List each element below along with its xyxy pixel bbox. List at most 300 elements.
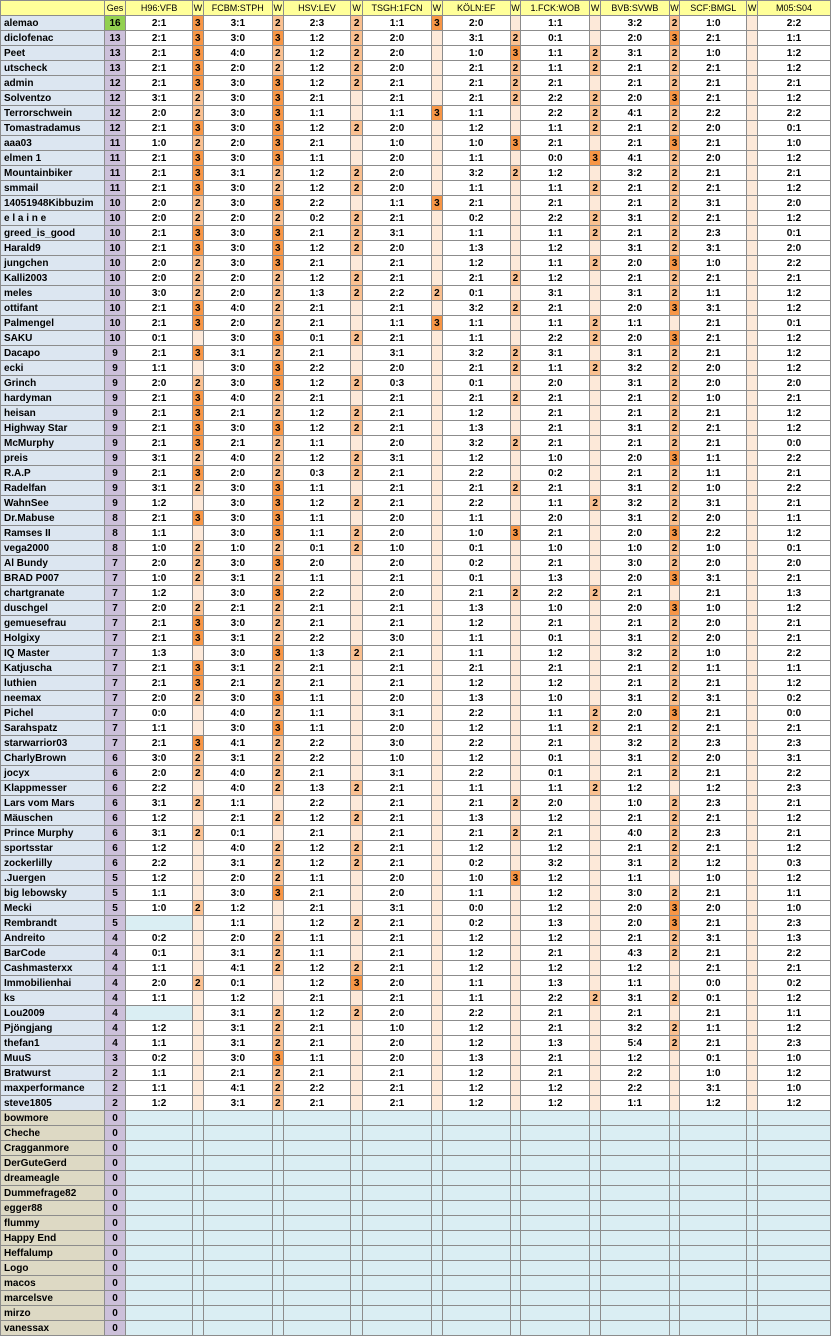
points-cell: 2 bbox=[669, 286, 680, 301]
points-cell bbox=[747, 586, 758, 601]
tip-cell: 1:2 bbox=[283, 181, 351, 196]
total-points: 6 bbox=[104, 781, 126, 796]
points-cell bbox=[669, 1231, 680, 1246]
header-match-7: BVB:SVWB bbox=[601, 1, 670, 16]
tip-cell: 2:1 bbox=[363, 601, 432, 616]
points-cell: 2 bbox=[432, 286, 443, 301]
tip-cell: 2:0 bbox=[680, 616, 747, 631]
tip-cell: 2:1 bbox=[283, 616, 351, 631]
total-points: 10 bbox=[104, 241, 126, 256]
points-cell: 3 bbox=[272, 526, 283, 541]
table-row bbox=[1, 226, 831, 241]
tip-cell: 4:0 bbox=[203, 781, 272, 796]
points-cell: 2 bbox=[669, 76, 680, 91]
points-cell: 3 bbox=[669, 91, 680, 106]
tip-cell bbox=[203, 1246, 272, 1261]
tip-cell: 2:1 bbox=[680, 136, 747, 151]
points-cell bbox=[747, 721, 758, 736]
tip-cell: 2:0 bbox=[126, 976, 193, 991]
points-cell bbox=[272, 796, 283, 811]
tip-cell: 1:1 bbox=[521, 361, 590, 376]
header-match-5: KÖLN:EF bbox=[442, 1, 510, 16]
tip-cell: 2:0 bbox=[757, 241, 830, 256]
points-cell bbox=[432, 976, 443, 991]
tip-cell: 2:1 bbox=[126, 181, 193, 196]
points-cell: 2 bbox=[669, 1021, 680, 1036]
points-cell bbox=[272, 901, 283, 916]
tip-cell: 3:2 bbox=[601, 496, 670, 511]
player-name: SAKU bbox=[1, 331, 105, 346]
tip-cell: 3:1 bbox=[126, 481, 193, 496]
points-cell: 2 bbox=[272, 1066, 283, 1081]
points-cell bbox=[590, 1141, 601, 1156]
points-cell: 3 bbox=[192, 301, 203, 316]
tip-cell: 2:0 bbox=[757, 196, 830, 211]
tip-cell: 2:2 bbox=[283, 196, 351, 211]
points-cell: 3 bbox=[192, 616, 203, 631]
tip-cell bbox=[442, 1231, 510, 1246]
table-row bbox=[1, 751, 831, 766]
points-cell bbox=[272, 916, 283, 931]
points-cell bbox=[590, 1246, 601, 1261]
tip-cell: 3:2 bbox=[601, 1021, 670, 1036]
points-cell bbox=[192, 1051, 203, 1066]
tip-cell: 1:2 bbox=[757, 286, 830, 301]
table-row bbox=[1, 1006, 831, 1021]
points-cell bbox=[351, 676, 363, 691]
points-cell bbox=[747, 211, 758, 226]
tip-cell: 3:1 bbox=[601, 991, 670, 1006]
tip-cell: 2:1 bbox=[757, 166, 830, 181]
points-cell bbox=[510, 1006, 521, 1021]
tip-cell: 1:3 bbox=[283, 286, 351, 301]
tip-cell: 2:1 bbox=[283, 1096, 351, 1111]
points-cell: 2 bbox=[590, 256, 601, 271]
points-cell: 3 bbox=[669, 526, 680, 541]
points-cell: 2 bbox=[272, 736, 283, 751]
tip-cell: 1:2 bbox=[757, 1096, 830, 1111]
tip-cell: 3:0 bbox=[363, 736, 432, 751]
tip-cell: 1:1 bbox=[521, 316, 590, 331]
total-points: 16 bbox=[104, 16, 126, 31]
tip-cell: 2:2 bbox=[757, 646, 830, 661]
tip-cell: 0:3 bbox=[757, 856, 830, 871]
points-cell bbox=[747, 136, 758, 151]
tip-cell: 4:1 bbox=[203, 736, 272, 751]
points-cell bbox=[510, 196, 521, 211]
points-cell: 2 bbox=[351, 331, 363, 346]
tip-cell: 3:0 bbox=[203, 481, 272, 496]
tip-cell: 1:2 bbox=[521, 931, 590, 946]
points-cell bbox=[351, 1171, 363, 1186]
points-cell: 3 bbox=[272, 31, 283, 46]
points-cell bbox=[669, 1111, 680, 1126]
tip-cell: 1:2 bbox=[442, 1021, 510, 1036]
points-cell: 2 bbox=[192, 376, 203, 391]
tip-cell bbox=[363, 1291, 432, 1306]
tip-cell bbox=[757, 1141, 830, 1156]
tip-cell: 1:0 bbox=[601, 796, 670, 811]
total-points: 10 bbox=[104, 301, 126, 316]
points-cell: 2 bbox=[669, 271, 680, 286]
table-row bbox=[1, 121, 831, 136]
points-cell bbox=[432, 361, 443, 376]
tip-cell: 1:1 bbox=[442, 511, 510, 526]
tip-cell: 1:3 bbox=[521, 976, 590, 991]
points-cell bbox=[351, 436, 363, 451]
points-cell: 2 bbox=[192, 691, 203, 706]
points-cell: 2 bbox=[590, 106, 601, 121]
total-points: 4 bbox=[104, 991, 126, 1006]
tip-cell bbox=[442, 1186, 510, 1201]
total-points: 8 bbox=[104, 541, 126, 556]
tip-cell: 2:1 bbox=[126, 151, 193, 166]
player-name: Mecki bbox=[1, 901, 105, 916]
points-cell: 2 bbox=[590, 331, 601, 346]
points-cell: 2 bbox=[669, 811, 680, 826]
total-points: 0 bbox=[104, 1276, 126, 1291]
tip-cell: 2:1 bbox=[126, 511, 193, 526]
tip-cell: 3:0 bbox=[203, 646, 272, 661]
tip-cell: 2:1 bbox=[442, 391, 510, 406]
tip-cell bbox=[521, 1126, 590, 1141]
tip-cell: 2:1 bbox=[521, 661, 590, 676]
points-cell bbox=[192, 1306, 203, 1321]
tip-cell bbox=[363, 1141, 432, 1156]
points-cell bbox=[432, 871, 443, 886]
player-name: heisan bbox=[1, 406, 105, 421]
table-row bbox=[1, 1111, 831, 1126]
table-row bbox=[1, 1261, 831, 1276]
tip-cell bbox=[521, 1186, 590, 1201]
points-cell: 2 bbox=[669, 46, 680, 61]
table-row bbox=[1, 1081, 831, 1096]
player-name: preis bbox=[1, 451, 105, 466]
tip-cell: 2:0 bbox=[680, 121, 747, 136]
tip-cell: 2:1 bbox=[363, 961, 432, 976]
points-cell: 3 bbox=[669, 601, 680, 616]
points-cell bbox=[510, 241, 521, 256]
tip-cell bbox=[126, 1321, 193, 1336]
tip-cell: 2:1 bbox=[757, 826, 830, 841]
points-cell bbox=[747, 676, 758, 691]
tip-cell: 2:1 bbox=[757, 961, 830, 976]
tip-cell: 0:1 bbox=[757, 121, 830, 136]
points-cell bbox=[510, 946, 521, 961]
tip-cell: 2:1 bbox=[126, 241, 193, 256]
tip-cell bbox=[757, 1261, 830, 1276]
tip-cell: 1:0 bbox=[363, 136, 432, 151]
tip-cell bbox=[442, 1291, 510, 1306]
tip-cell: 1:3 bbox=[442, 241, 510, 256]
points-cell bbox=[747, 1276, 758, 1291]
tip-cell: 1:1 bbox=[521, 16, 590, 31]
points-cell bbox=[747, 1261, 758, 1276]
points-cell bbox=[432, 661, 443, 676]
tip-cell: 2:1 bbox=[363, 946, 432, 961]
tip-cell: 3:1 bbox=[680, 241, 747, 256]
tip-cell: 0:1 bbox=[442, 286, 510, 301]
points-cell: 3 bbox=[192, 241, 203, 256]
tip-cell: 1:2 bbox=[203, 991, 272, 1006]
points-cell bbox=[272, 1111, 283, 1126]
points-cell bbox=[510, 211, 521, 226]
table-row bbox=[1, 1051, 831, 1066]
points-cell bbox=[432, 511, 443, 526]
tip-cell: 2:1 bbox=[680, 916, 747, 931]
tip-cell: 2:1 bbox=[363, 841, 432, 856]
points-cell bbox=[747, 241, 758, 256]
points-cell bbox=[510, 1126, 521, 1141]
table-row bbox=[1, 811, 831, 826]
table-row bbox=[1, 1171, 831, 1186]
tip-cell: 0:2 bbox=[757, 691, 830, 706]
player-name: Immobilienhai bbox=[1, 976, 105, 991]
tip-cell: 2:1 bbox=[521, 436, 590, 451]
player-name: utscheck bbox=[1, 61, 105, 76]
points-cell bbox=[432, 991, 443, 1006]
tip-cell: 1:0 bbox=[363, 541, 432, 556]
tip-cell bbox=[442, 1321, 510, 1336]
points-cell: 2 bbox=[669, 181, 680, 196]
tip-cell: 3:1 bbox=[601, 691, 670, 706]
points-cell bbox=[351, 601, 363, 616]
tip-cell: 2:3 bbox=[283, 16, 351, 31]
tip-cell: 2:1 bbox=[757, 721, 830, 736]
points-cell: 3 bbox=[272, 331, 283, 346]
points-cell bbox=[590, 1276, 601, 1291]
tip-cell: 2:0 bbox=[680, 751, 747, 766]
tip-cell: 0:0 bbox=[442, 901, 510, 916]
total-points: 4 bbox=[104, 976, 126, 991]
tip-cell: 2:1 bbox=[601, 61, 670, 76]
tip-cell: 2:1 bbox=[283, 676, 351, 691]
tip-cell bbox=[283, 1171, 351, 1186]
tip-cell: 2:1 bbox=[283, 256, 351, 271]
total-points: 7 bbox=[104, 616, 126, 631]
tip-cell: 2:1 bbox=[680, 211, 747, 226]
tip-cell: 2:1 bbox=[601, 811, 670, 826]
points-cell bbox=[510, 676, 521, 691]
total-points: 0 bbox=[104, 1186, 126, 1201]
total-points: 7 bbox=[104, 661, 126, 676]
tip-cell: 1:2 bbox=[126, 811, 193, 826]
tip-cell: 2:1 bbox=[521, 76, 590, 91]
points-cell bbox=[432, 1321, 443, 1336]
player-name: Tomastradamus bbox=[1, 121, 105, 136]
tip-cell: 1:1 bbox=[203, 916, 272, 931]
points-cell bbox=[747, 181, 758, 196]
points-cell bbox=[747, 106, 758, 121]
points-cell: 2 bbox=[590, 91, 601, 106]
points-cell bbox=[432, 76, 443, 91]
tip-cell: 2:1 bbox=[680, 961, 747, 976]
points-cell bbox=[510, 1261, 521, 1276]
tip-cell: 2:0 bbox=[203, 211, 272, 226]
points-cell bbox=[747, 436, 758, 451]
points-cell: 2 bbox=[192, 211, 203, 226]
points-cell bbox=[747, 1186, 758, 1201]
points-cell bbox=[351, 586, 363, 601]
points-cell: 2 bbox=[669, 796, 680, 811]
tip-cell bbox=[126, 1201, 193, 1216]
points-cell bbox=[590, 526, 601, 541]
points-cell: 3 bbox=[272, 256, 283, 271]
header-match-3: HSV:LEV bbox=[283, 1, 351, 16]
points-cell bbox=[510, 736, 521, 751]
tip-cell: 2:1 bbox=[363, 1096, 432, 1111]
points-cell: 2 bbox=[272, 1036, 283, 1051]
points-cell: 3 bbox=[669, 256, 680, 271]
player-name: big lebowsky bbox=[1, 886, 105, 901]
tip-cell: 3:0 bbox=[203, 151, 272, 166]
tip-cell: 2:2 bbox=[283, 1081, 351, 1096]
table-row bbox=[1, 391, 831, 406]
player-name: Holgixy bbox=[1, 631, 105, 646]
table-row bbox=[1, 736, 831, 751]
points-cell bbox=[590, 646, 601, 661]
total-points: 13 bbox=[104, 31, 126, 46]
tip-cell: 2:1 bbox=[521, 736, 590, 751]
points-cell: 2 bbox=[510, 271, 521, 286]
tip-cell: 2:1 bbox=[521, 406, 590, 421]
tip-cell: 2:1 bbox=[363, 856, 432, 871]
points-cell: 3 bbox=[192, 466, 203, 481]
tip-cell: 2:1 bbox=[442, 361, 510, 376]
player-name: egger88 bbox=[1, 1201, 105, 1216]
tip-cell: 2:0 bbox=[126, 106, 193, 121]
points-cell bbox=[192, 1141, 203, 1156]
tip-cell bbox=[126, 1261, 193, 1276]
tip-cell: 0:0 bbox=[757, 706, 830, 721]
points-cell bbox=[351, 886, 363, 901]
points-cell: 2 bbox=[272, 571, 283, 586]
points-cell bbox=[510, 16, 521, 31]
tip-cell: 2:1 bbox=[442, 796, 510, 811]
tip-cell: 1:1 bbox=[680, 1021, 747, 1036]
points-cell: 2 bbox=[192, 556, 203, 571]
tip-cell: 2:1 bbox=[521, 136, 590, 151]
tip-cell: 2:1 bbox=[601, 676, 670, 691]
tip-cell: 1:1 bbox=[442, 886, 510, 901]
tip-cell: 2:1 bbox=[126, 61, 193, 76]
tip-cell bbox=[283, 1156, 351, 1171]
points-cell bbox=[747, 1051, 758, 1066]
tip-cell: 2:2 bbox=[601, 1066, 670, 1081]
points-cell: 2 bbox=[272, 16, 283, 31]
points-cell bbox=[590, 31, 601, 46]
tip-cell: 1:0 bbox=[363, 751, 432, 766]
tip-cell bbox=[126, 916, 193, 931]
tip-cell: 4:1 bbox=[203, 961, 272, 976]
points-cell bbox=[192, 526, 203, 541]
points-cell bbox=[192, 1276, 203, 1291]
points-cell bbox=[669, 1306, 680, 1321]
tip-cell: 3:0 bbox=[203, 241, 272, 256]
tip-cell: 2:1 bbox=[363, 646, 432, 661]
player-name: ks bbox=[1, 991, 105, 1006]
tip-cell: 2:1 bbox=[283, 226, 351, 241]
tip-cell: 3:0 bbox=[203, 226, 272, 241]
points-cell bbox=[510, 601, 521, 616]
tip-cell: 2:2 bbox=[680, 526, 747, 541]
points-cell bbox=[590, 136, 601, 151]
tip-cell: 2:3 bbox=[680, 826, 747, 841]
tip-cell: 1:2 bbox=[283, 856, 351, 871]
tip-cell: 2:1 bbox=[126, 346, 193, 361]
tip-cell: 3:2 bbox=[601, 166, 670, 181]
tip-cell: 3:1 bbox=[601, 751, 670, 766]
points-cell bbox=[432, 166, 443, 181]
tip-cell: 2:3 bbox=[680, 226, 747, 241]
tip-cell: 2:1 bbox=[126, 391, 193, 406]
points-cell: 2 bbox=[351, 1006, 363, 1021]
points-cell bbox=[192, 706, 203, 721]
tip-cell bbox=[203, 1261, 272, 1276]
points-cell bbox=[351, 1306, 363, 1321]
points-cell bbox=[669, 871, 680, 886]
points-cell bbox=[192, 871, 203, 886]
points-cell bbox=[747, 151, 758, 166]
tip-cell: 3:0 bbox=[203, 421, 272, 436]
points-cell bbox=[747, 1156, 758, 1171]
tip-cell bbox=[601, 1246, 670, 1261]
points-cell bbox=[351, 796, 363, 811]
points-cell bbox=[669, 1321, 680, 1336]
tip-cell bbox=[283, 1126, 351, 1141]
points-cell bbox=[747, 661, 758, 676]
tip-cell bbox=[680, 1291, 747, 1306]
tip-cell: 2:1 bbox=[442, 91, 510, 106]
table-row bbox=[1, 241, 831, 256]
tip-cell: 3:2 bbox=[442, 301, 510, 316]
points-cell bbox=[351, 661, 363, 676]
player-name: Dr.Mabuse bbox=[1, 511, 105, 526]
tip-cell: 0:1 bbox=[521, 31, 590, 46]
tip-cell: 2:1 bbox=[283, 391, 351, 406]
points-cell bbox=[590, 1156, 601, 1171]
points-cell bbox=[590, 1291, 601, 1306]
tip-cell: 2:1 bbox=[363, 796, 432, 811]
player-name: Terrorschwein bbox=[1, 106, 105, 121]
points-cell bbox=[432, 496, 443, 511]
tip-cell: 1:1 bbox=[283, 571, 351, 586]
total-points: 6 bbox=[104, 826, 126, 841]
tip-cell bbox=[363, 1231, 432, 1246]
player-name: flummy bbox=[1, 1216, 105, 1231]
points-cell bbox=[669, 1201, 680, 1216]
tip-cell: 3:1 bbox=[601, 286, 670, 301]
points-cell: 2 bbox=[510, 361, 521, 376]
points-cell bbox=[351, 346, 363, 361]
tip-cell: 1:1 bbox=[757, 1006, 830, 1021]
table-row bbox=[1, 1141, 831, 1156]
tip-cell: 1:2 bbox=[521, 1096, 590, 1111]
points-cell: 2 bbox=[669, 151, 680, 166]
tip-cell: 2:2 bbox=[757, 106, 830, 121]
tip-cell: 1:2 bbox=[757, 346, 830, 361]
tip-cell bbox=[521, 1111, 590, 1126]
tip-cell: 2:2 bbox=[283, 736, 351, 751]
tip-cell: 2:1 bbox=[126, 421, 193, 436]
points-cell bbox=[590, 346, 601, 361]
points-cell: 3 bbox=[272, 226, 283, 241]
points-cell bbox=[432, 136, 443, 151]
points-cell bbox=[432, 46, 443, 61]
tip-cell: 0:2 bbox=[757, 976, 830, 991]
points-cell bbox=[432, 151, 443, 166]
total-points: 7 bbox=[104, 691, 126, 706]
